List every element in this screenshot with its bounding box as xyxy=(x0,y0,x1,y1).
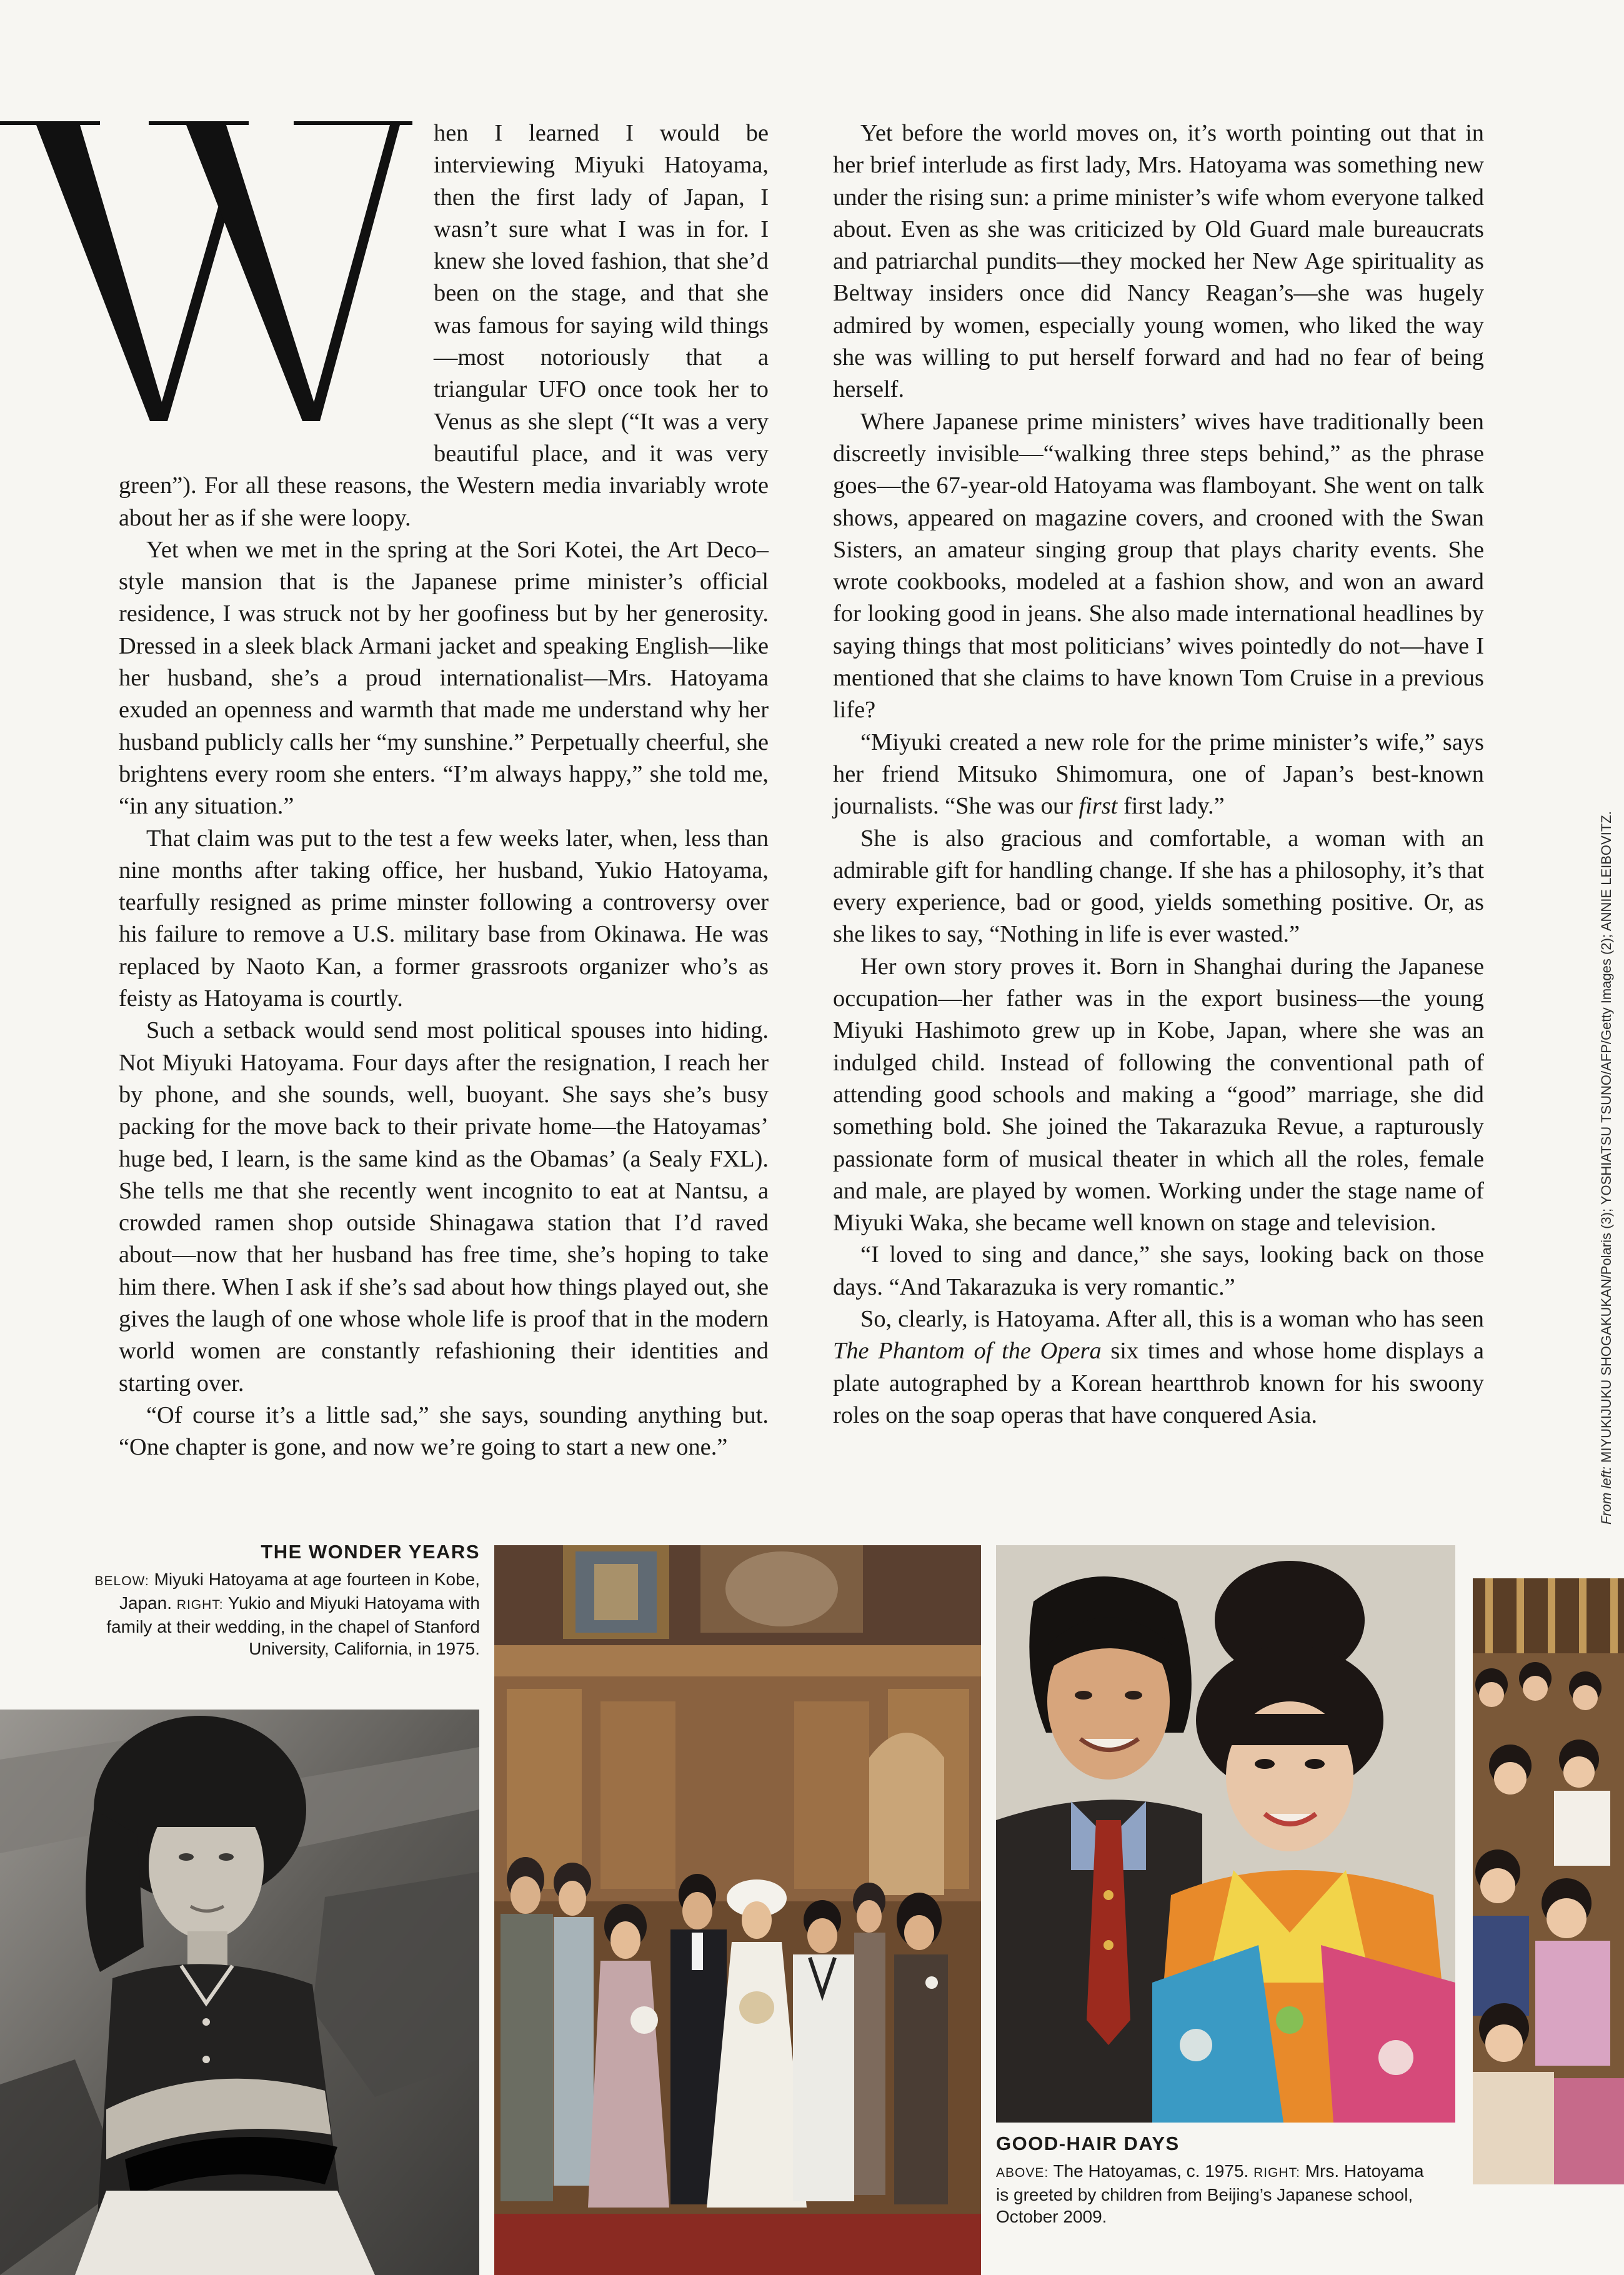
photo-couple-image xyxy=(996,1545,1455,2123)
paragraph: Yet before the world moves on, it’s worth pointing out that in her brief interlude as first lady, Mrs. Hatoyama was something new under the rising sun: a prime minister’s wife whom everyone talked about. Even as she was criticized by Old Guard male bureaucrats and patriarchal pundits—they mocked her New Age spirituality as Beltway insiders once did Nancy Reagan’s—she was hugely admired by women, especially young women, who liked the way she was willing to put herself forward and had no fear of being herself. xyxy=(833,120,1484,403)
paragraph-last: So, clearly, is Hatoyama. After all, this is a woman who has seen The Phantom of the Opera six times and whose home displays a plate autographed by a Korean heartthrob known for his swoony roles on the soap operas that have conquered Asia. xyxy=(833,1305,1484,1428)
photo-girl-image xyxy=(0,1710,479,2275)
paragraph: Such a setback would send most political spouses into hiding. Not Miyuki Hatoyama. Four days after the resignation, I reach her by phone, and she sounds, well, buoyant. She says she’s busy packing for the move back to their private home—the Hatoyamas’ huge bed, I learn, is the same kind as the Obamas’ (a Sealy FXL). She tells me that she recently went incognito to eat at Nantsu, a crowded ramen shop outside Shinagawa station that I’d raved about—now that her husband has free time, she’s hoping to take him there. When I ask if she’s sad about how things played out, she gives the laugh of one whose whole life is proof that in the modern world women are constantly refashioning their identities and starting over. xyxy=(119,1017,769,1396)
photo-children-image xyxy=(1473,1578,1624,2184)
drop-cap xyxy=(0,117,425,442)
caption-good-hair-days xyxy=(996,2133,1433,2228)
photo-wedding-image xyxy=(494,1545,981,2275)
paragraph: Her own story proves it. Born in Shanghai during the Japanese occupation—her father was in the export business—the young Miyuki Hashimoto grew up in Kobe, Japan, where she was an indulged child. Instead of following the conventional path of attending good schools and making a “good” marriage, she did something bold. She joined the Takarazuka Revue, a rapturously passionate form of musical theater in which all the roles, female and male, are played by women. Working under the stage name of Miyuki Waka, she became well known on stage and television. xyxy=(833,953,1484,1237)
caption-body: BELOW: Miyuki Hatoyama at age fourteen in Kobe, Japan. RIGHT: Yukio and Miyuki Hatoyama with family at their wedding, in the chapel of Stanford University, California, in 1975. xyxy=(94,1570,480,1658)
caption-body: ABOVE: The Hatoyamas, c. 1975. RIGHT: Mrs. Hatoyama is greeted by children from Beijing’s Japanese school, October 2009. xyxy=(996,2161,1424,2226)
paragraph: “Of course it’s a little sad,” she says, sounding anything but. “One chapter is gone, and now we’re going to start a new one.” xyxy=(119,1401,769,1461)
paragraph: hen I learned I would be interviewing Miyuki Hatoyama, then the first lady of Japan, I wasn’t sure what I was in for. I knew she loved fashion, that she’d been on the stage, and that she was famous for saying wild things—most notoriously that a triangular UFO once took her to Venus as she slept (“It was a very beautiful place, and it was very green”). For all these reasons, the Western media invariably wrote about her as if she were loopy. xyxy=(119,120,769,531)
paragraph: Where Japanese prime ministers’ wives have traditionally been discreetly invisible—“walking three steps behind,” as the phrase goes—the 67-year-old Hatoyama was flamboyant. She went on talk shows, appeared on magazine covers, and crooned with the Swan Sisters, an amateur singing group that plays charity events. She wrote cookbooks, modeled at a fashion show, and won an award for looking good in jeans. She also made international headlines by saying things that most politicians’ wives pointedly do not—have I mentioned that she claims to have known Tom Cruise in a previous life? xyxy=(833,408,1484,724)
photo-children-beijing xyxy=(1473,1578,1624,2184)
photo-hatoyamas-1975 xyxy=(996,1545,1455,2123)
paragraph: Yet when we met in the spring at the Sori Kotei, the Art Deco–style mansion that is the Japanese prime minister’s official residence, I was struck not by her goofiness but by her generosity. Dressed in a sleek black Armani jacket and speaking English—like her husband, she’s a proud internationalist—Mrs. Hatoyama exuded an openness and warmth that made me understand why her husband publicly calls her “my sunshine.” Perpetually cheerful, she brightens every room she enters. “I’m always happy,” she told me, “in any situation.” xyxy=(119,536,769,820)
paragraph: That claim was put to the test a few weeks later, when, less than nine months after taking office, her husband, Yukio Hatoyama, tearfully resigned as prime minster following a controversy over his failure to remove a U.S. military base from Okinawa. He was replaced by Naoto Kan, a former grassroots organizer who’s as feisty as Hatoyama is courtly. xyxy=(119,825,769,1012)
drop-cap-letter-w xyxy=(0,117,425,442)
paragraph-quote: “Miyuki created a new role for the prime minister’s wife,” says her friend Mitsuko Shimomura, one of Japan’s best-known journalists. “She was our first first lady.” xyxy=(833,729,1484,820)
paragraph: “I loved to sing and dance,” she says, looking back on those days. “And Takarazuka is very romantic.” xyxy=(833,1242,1484,1300)
article-column-left xyxy=(119,117,769,1463)
paragraph: She is also gracious and comfortable, a woman with an admirable gift for handling change. If she has a philosophy, it’s that every experience, bad or good, yields something positive. Or, as she likes to say, “Nothing in life is ever wasted.” xyxy=(833,825,1484,948)
caption-wonder-years xyxy=(75,1541,480,1660)
photo-girl-kobe xyxy=(0,1710,479,2275)
caption-title: GOOD-HAIR DAYS xyxy=(996,2133,1180,2154)
caption-title: THE WONDER YEARS xyxy=(261,1541,480,1563)
photo-credit: From left: MIYUKIJUKU SHOGAKUKAN/Polaris (3); YOSHIATSU TSUNO/AFP/Getty Images (2); ANNIE LEIBOVITZ. xyxy=(1598,811,1614,1525)
photo-wedding-chapel xyxy=(494,1545,981,2275)
article-column-right xyxy=(833,117,1484,1431)
